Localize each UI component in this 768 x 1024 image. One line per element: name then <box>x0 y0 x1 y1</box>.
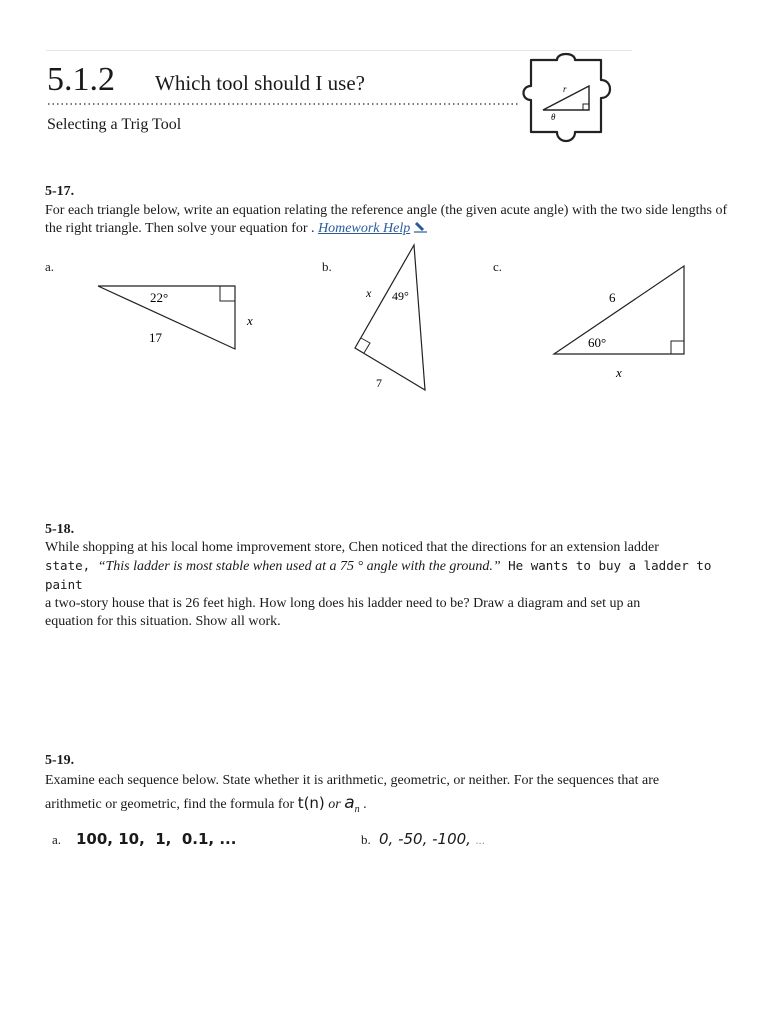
problem-5-18-line-2: state, “This ladder is most stable when used at a 75 ° angle with the ground.” He wants to buy a ladder to paint <box>45 558 712 592</box>
triangle-a-side-x: x <box>247 313 253 328</box>
lesson-title: Which tool should I use? <box>155 71 365 95</box>
sequence-b: 0, -50, -100, ... <box>379 830 486 848</box>
part-a-label: a. <box>45 259 55 274</box>
triangle-a-angle: 22° <box>150 290 169 305</box>
puzzle-piece-icon <box>517 52 635 160</box>
problem-5-18-line-1: While shopping at his local home improvement store, Chen noticed that the directions for an extension ladder <box>45 540 659 555</box>
sequence-a-label: a. <box>52 832 62 847</box>
triangle-c <box>548 258 693 383</box>
puzzle-side-label: r <box>563 84 567 94</box>
part-c-label: c. <box>493 259 503 274</box>
part-b-label: b. <box>322 259 332 274</box>
lesson-number: 5.1.2 <box>47 61 115 98</box>
problem-5-18-text <box>45 539 735 631</box>
pencil-icon[interactable] <box>414 221 428 233</box>
top-rule <box>46 50 632 51</box>
problem-5-18-line-3: a two-story house that is 26 feet high. How long does his ladder need to be? Draw a diagram and set up an <box>45 596 641 611</box>
triangle-c-angle: 60° <box>588 335 607 350</box>
sequence-b-label: b. <box>361 832 371 847</box>
triangle-b <box>350 240 450 395</box>
problem-5-19-line-2: arithmetic or geometric, find the formula for t(n) or $a_n$ . <box>45 793 367 815</box>
problem-5-19-text <box>45 770 735 821</box>
problem-5-18-line-4: equation for this situation. Show all work. <box>45 614 281 629</box>
triangle-b-side-7: 7 <box>376 376 382 390</box>
problem-5-17-text <box>45 202 735 238</box>
puzzle-angle-label: θ <box>551 112 556 122</box>
triangle-b-side-x: x <box>366 286 372 300</box>
problem-5-18-number: 5-18. <box>45 522 75 537</box>
problem-5-19-number: 5-19. <box>45 753 75 768</box>
homework-help-link[interactable]: Homework Help <box>318 221 411 236</box>
problem-5-19-line-1: Examine each sequence below. State whether it is arithmetic, geometric, or neither. For the sequences that are <box>45 773 660 788</box>
problem-5-17-number: 5-17. <box>45 184 75 199</box>
triangle-c-side-x: x <box>616 365 622 380</box>
triangle-a <box>90 278 270 358</box>
sequence-a: 100, 10, 1, 0.1, ... <box>76 830 237 848</box>
dotted-divider <box>47 102 519 106</box>
triangle-c-side-6: 6 <box>609 290 616 305</box>
triangle-a-side-17: 17 <box>149 330 162 345</box>
problem-5-17-instructions: For each triangle below, write an equation relating the reference angle (the given acute angle) with the two side lengths of the right triangle. Then solve your equation for . <box>45 203 728 236</box>
triangle-b-angle: 49° <box>392 289 409 303</box>
lesson-subtitle: Selecting a Trig Tool <box>47 116 182 133</box>
